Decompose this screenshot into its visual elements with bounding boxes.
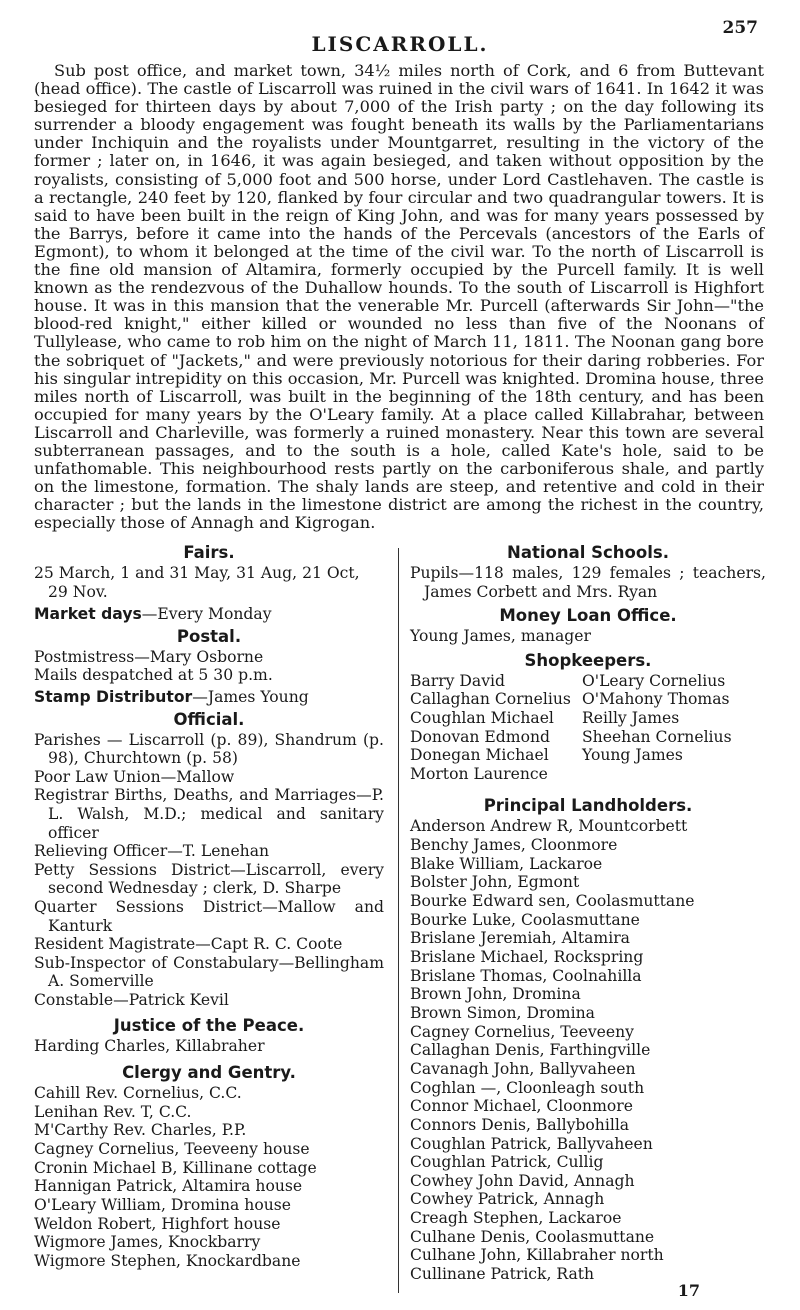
shopkeepers-heading: Shopkeepers. (524, 650, 652, 670)
landholder-entry: Creagh Stephen, Lackaroe (410, 1209, 622, 1228)
fairs-dates: 25 March, 1 and 31 May, 31 Aug, 21 Oct, 29 Nov. (34, 564, 360, 601)
landholder-entry: Coghlan —, Cloonleagh south (410, 1078, 645, 1097)
stamp-distributor (34, 688, 384, 707)
loan-entry: Young James, manager (410, 627, 591, 646)
landholder-entry: Cowhey Patrick, Annagh (410, 1190, 605, 1209)
clergy-entry: Wigmore Stephen, Knockardbane (34, 1251, 301, 1270)
official-entry: Poor Law Union—Mallow (34, 767, 235, 786)
landholders-heading: Principal Landholders. (483, 796, 693, 816)
landholder-entry: Cullinane Patrick, Rath (410, 1265, 595, 1284)
shopkeeper-name (582, 765, 766, 784)
landholder-entry: Anderson Andrew R, Mountcorbett (410, 817, 688, 836)
landholder-entry: Coughlan Patrick, Cullig (410, 1153, 604, 1172)
clergy-entry: Cagney Cornelius, Teeveeny house (34, 1140, 310, 1159)
landholder-entry: Callaghan Denis, Farthingville (410, 1041, 651, 1060)
official-entry: Resident Magistrate—Capt R. C. Coote (34, 935, 343, 954)
shopkeeper-name: Donegan Michael (410, 746, 549, 765)
postal-entry: Mails despatched at 5 30 p.m. (34, 666, 273, 685)
landholder-entry: Brown Simon, Dromina (410, 1003, 595, 1022)
landholder-entry: Connor Michael, Cloonmore (410, 1097, 633, 1116)
intro-paragraph: Sub post office, and market town, 34½ miles north of Cork, and 6 from Buttevant (head office). The castle of Liscarroll was ruined in the civil wars of 1641. In 1642 it was besieged for thirteen days by about 7,000 of the Irish party ; on the day following its surrender a bloody engagement was fought beneath its walls by the Parliamentarians under Inchiquin and the royalists under Mountgarret, resulting in the victory of the former ; later on, in 1646, it was again besieged, and taken without opposition by the royalists, consisting of 5,000 foot and 500 horse, under Lord Castlehaven. The castle is a rectangle, 240 feet by 120, flanked by four circular and two quadrangular towers. It is said to have been built in the reign of King John, and was for many years possessed by the Barrys, before it came into the hands of the Percevals (ancestors of the Earls of Egmont), to whom it belonged at the time of the civil war. To the north of Liscarroll is the fine old mansion of Altamira, formerly occupied by the Purcell family. It is well known as the rendezvous of the Duhallow hounds. To the south of Liscarroll is Highfort house. It was in this mansion that the venerable Mr. Purcell (afterwards Sir John—"the blood-red knight," either killed or wounded no less than five of the Noonans of Tullylease, who came to rob him on the night of March 11, 1811. The Noonan gang bore the sobriquet of "Jackets," and were previously notorious for their daring robberies. For his singular intrepidity on this occasion, Mr. Purcell was knighted. Dromina house, three miles north of Liscarroll, was built in the beginning of the 18th century, and has been occupied for many years by the O'Leary family. At a place called Killabrahar, between Liscarroll and Charleville, was formerly a ruined monastery. Near this town are several subterranean passages, and to the south is a hole, called Kate's hole, said to be unfathomable. This neighbourhood rests partly on the carboniferous shale, and partly on the limestone, formation. The shaly lands are steep, and retentive and cold in their character ; but the lands in the limestone district are among the richest in the country, especially those of Annagh and Kigrogan. (34, 61, 764, 533)
shopkeeper-name: Barry David (410, 671, 506, 690)
landholder-entry: Benchy James, Cloonmore (410, 836, 618, 854)
schools-entry: Pupils—118 males, 129 females ; teachers, James Corbett and Mrs. Ryan (410, 564, 766, 601)
official-entry: Sub-Inspector of Constabulary—Bellingham A. Somerville (34, 953, 384, 991)
clergy-entry: Cahill Rev. Cornelius, C.C. (34, 1084, 242, 1103)
clergy-heading: Clergy and Gentry. (122, 1063, 296, 1083)
clergy-entry: Wigmore James, Knockbarry (34, 1233, 261, 1252)
shopkeeper-name: Sheehan Cornelius (582, 727, 732, 746)
stamp-distributor-value: —James Young (192, 687, 309, 706)
loan-heading: Money Loan Office. (499, 606, 677, 626)
schools-heading: National Schools. (507, 543, 669, 562)
clergy-entry: Lenihan Rev. T, C.C. (34, 1102, 192, 1121)
column-divider (398, 548, 399, 1293)
page-number: 257 (722, 18, 758, 38)
shopkeeper-name: O'Mahony Thomas (582, 690, 730, 709)
fairs-heading: Fairs. (183, 543, 235, 562)
right-column (410, 540, 766, 1284)
landholder-entry: Brown John, Dromina (410, 985, 581, 1004)
left-column (34, 540, 384, 1271)
clergy-entry: Weldon Robert, Highfort house (34, 1214, 281, 1233)
stamp-distributor-label: Stamp Distributor (34, 687, 193, 706)
shopkeeper-name: Coughlan Michael (410, 708, 554, 727)
landholder-entry: Brislane Michael, Rockspring (410, 947, 644, 966)
shopkeepers-list (410, 672, 766, 784)
postal-heading: Postal. (176, 626, 242, 646)
justice-entry: Harding Charles, Killabraher (34, 1037, 265, 1056)
landholder-entry: Bourke Luke, Coolasmuttane (410, 910, 640, 929)
postal-entry: Postmistress—Mary Osborne (34, 647, 264, 666)
landholder-entry: Cowhey John David, Annagh (410, 1171, 635, 1190)
landholder-entry: Culhane Denis, Coolasmuttane (410, 1227, 655, 1246)
shopkeeper-name: O'Leary Cornelius (582, 671, 726, 690)
shopkeeper-name: Callaghan Cornelius (410, 690, 571, 709)
official-entry: Registrar Births, Deaths, and Marriages—P. L. Walsh, M.D.; medical and sanitary officer (34, 786, 384, 842)
market-days (34, 605, 384, 624)
clergy-entry: Hannigan Patrick, Altamira house (34, 1177, 303, 1196)
landholder-entry: Brislane Jeremiah, Altamira (410, 929, 630, 948)
page-title: LISCARROLL. (311, 32, 489, 56)
official-entry: Petty Sessions District—Liscarroll, every second Wednesday ; clerk, D. Sharpe (34, 860, 384, 898)
landholder-entry: Blake William, Lackaroe (410, 854, 603, 873)
signature-mark: 17 (677, 1281, 700, 1300)
landholder-entry: Culhane John, Killabraher north (410, 1246, 664, 1265)
landholder-entry: Coughlan Patrick, Ballyvaheen (410, 1134, 653, 1153)
shopkeeper-name: Morton Laurence (410, 764, 548, 783)
market-days-value: —Every Monday (141, 605, 272, 624)
justice-heading: Justice of the Peace. (113, 1016, 305, 1036)
official-heading: Official. (173, 709, 245, 729)
landholder-entry: Cagney Cornelius, Teeveeny (410, 1022, 634, 1041)
landholder-entry: Connors Denis, Ballybohilla (410, 1115, 630, 1134)
clergy-entry: O'Leary William, Dromina house (34, 1196, 291, 1214)
shopkeeper-name: Reilly James (582, 708, 680, 727)
clergy-entry: M'Carthy Rev. Charles, P.P. (34, 1121, 247, 1140)
shopkeeper-name: Young James (582, 746, 683, 765)
official-entry: Constable—Patrick Kevil (34, 990, 229, 1009)
clergy-entry: Cronin Michael B, Killinane cottage (34, 1158, 317, 1177)
official-entry: Relieving Officer—T. Lenehan (34, 842, 270, 861)
landholder-entry: Bolster John, Egmont (410, 873, 580, 892)
landholder-entry: Cavanagh John, Ballyvaheen (410, 1059, 636, 1078)
shopkeeper-name: Donovan Edmond (410, 727, 550, 746)
official-entry: Parishes — Liscarroll (p. 89), Shandrum (p. 98), Churchtown (p. 58) (34, 730, 384, 768)
market-days-label: Market days (34, 605, 142, 624)
official-entry: Quarter Sessions District—Mallow and Kanturk (34, 897, 384, 935)
landholder-entry: Brislane Thomas, Coolnahilla (410, 966, 642, 985)
landholder-entry: Bourke Edward sen, Coolasmuttane (410, 891, 695, 910)
